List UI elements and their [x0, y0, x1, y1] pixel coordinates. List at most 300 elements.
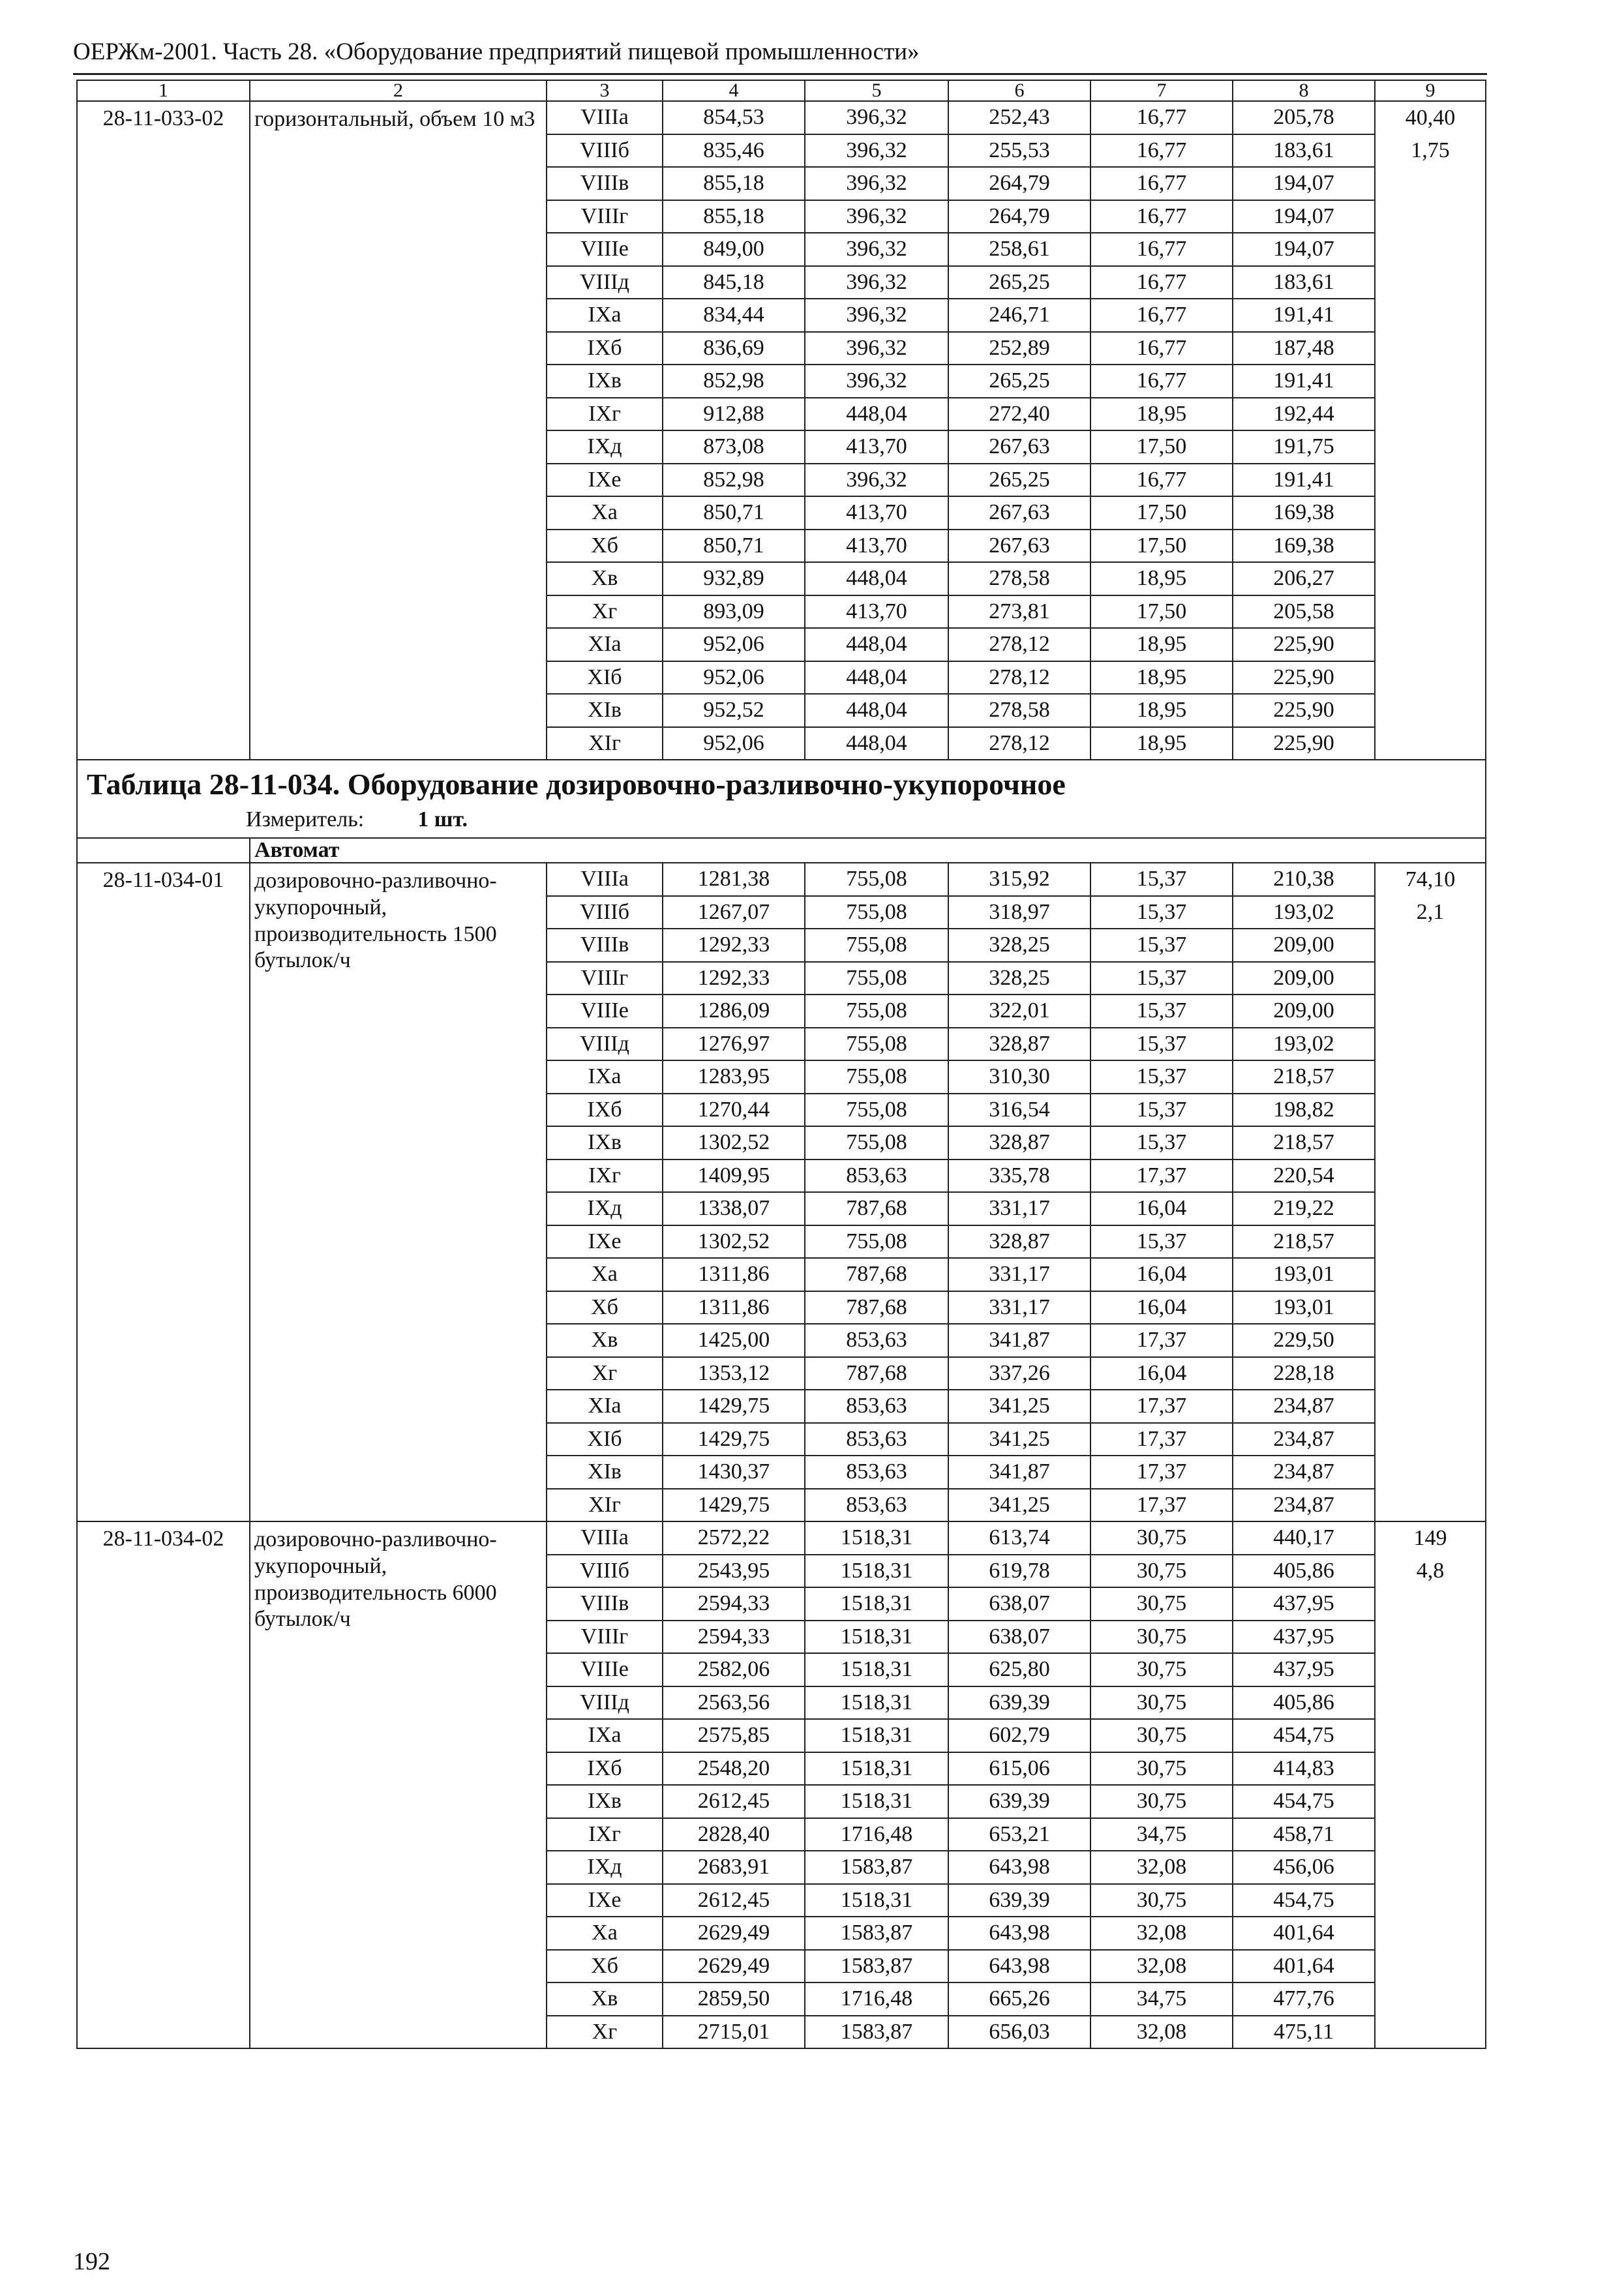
- value-cell: 456,06: [1233, 1851, 1375, 1884]
- value-cell: 278,12: [948, 727, 1090, 760]
- rate-code: 28-11-034-02: [77, 1521, 250, 2048]
- value-cell: 396,32: [805, 464, 948, 497]
- zone-cell: IXе: [547, 1225, 663, 1259]
- value-cell: 191,41: [1233, 365, 1375, 398]
- value-cell: 209,00: [1233, 929, 1375, 962]
- value-cell: 318,97: [948, 896, 1090, 929]
- zone-cell: VIIIа: [547, 863, 663, 896]
- value-cell: 952,52: [663, 694, 805, 727]
- value-cell: 396,32: [805, 200, 948, 233]
- value-cell: 855,18: [663, 167, 805, 200]
- value-cell: 30,75: [1090, 1521, 1233, 1555]
- value-cell: 1518,31: [805, 1785, 948, 1818]
- value-cell: 932,89: [663, 562, 805, 595]
- value-cell: 619,78: [948, 1555, 1090, 1588]
- value-cell: 18,95: [1090, 694, 1233, 727]
- value-cell: 15,37: [1090, 962, 1233, 995]
- value-cell: 2594,33: [663, 1587, 805, 1621]
- value-cell: 16,04: [1090, 1192, 1233, 1225]
- value-cell: 16,77: [1090, 365, 1233, 398]
- value-cell: 2582,06: [663, 1653, 805, 1686]
- value-cell: 18,95: [1090, 628, 1233, 661]
- value-cell: 194,07: [1233, 233, 1375, 266]
- value-cell: 1292,33: [663, 929, 805, 962]
- value-cell: 448,04: [805, 694, 948, 727]
- value-cell: 1270,44: [663, 1094, 805, 1127]
- table-title: Таблица 28-11-034. Оборудование дозировочно-разливочно-укупорочное: [87, 768, 1066, 801]
- value-cell: 234,87: [1233, 1390, 1375, 1423]
- zone-cell: Xа: [547, 496, 663, 530]
- zone-cell: Xб: [547, 530, 663, 563]
- zone-cell: VIIIд: [547, 266, 663, 299]
- value-cell: 210,38: [1233, 863, 1375, 896]
- group-row: [77, 838, 1486, 863]
- value-cell: 183,61: [1233, 266, 1375, 299]
- value-cell: 1276,97: [663, 1028, 805, 1061]
- value-cell: 755,08: [805, 1094, 948, 1127]
- value-cell: 17,37: [1090, 1489, 1233, 1522]
- value-cell: 1425,00: [663, 1324, 805, 1357]
- value-cell: 16,77: [1090, 101, 1233, 134]
- value-cell: 845,18: [663, 266, 805, 299]
- value-cell: 643,98: [948, 1917, 1090, 1950]
- value-cell: 265,25: [948, 266, 1090, 299]
- value-cell: 602,79: [948, 1719, 1090, 1752]
- value-cell: 2683,91: [663, 1851, 805, 1884]
- value-cell: 191,41: [1233, 299, 1375, 332]
- zone-cell: XIб: [547, 661, 663, 695]
- value-cell: 1429,75: [663, 1489, 805, 1522]
- value-cell: 1518,31: [805, 1521, 948, 1555]
- value-cell: 625,80: [948, 1653, 1090, 1686]
- value-cell: 850,71: [663, 530, 805, 563]
- table-title-cell: [77, 760, 1486, 838]
- value-cell: 1518,31: [805, 1555, 948, 1588]
- value-cell: 15,37: [1090, 1225, 1233, 1259]
- value-cell: 337,26: [948, 1357, 1090, 1390]
- value-cell: 30,75: [1090, 1621, 1233, 1654]
- value-cell: 1583,87: [805, 1851, 948, 1884]
- value-cell: 18,95: [1090, 727, 1233, 760]
- value-cell: 16,77: [1090, 167, 1233, 200]
- zone-cell: IXа: [547, 1719, 663, 1752]
- zone-cell: XIг: [547, 727, 663, 760]
- value-cell: 437,95: [1233, 1653, 1375, 1686]
- value-cell: 952,06: [663, 661, 805, 695]
- column-number: 2: [250, 80, 547, 101]
- zone-cell: XIа: [547, 628, 663, 661]
- zone-cell: IXв: [547, 1126, 663, 1159]
- value-cell: 206,27: [1233, 562, 1375, 595]
- value-cell: 341,25: [948, 1489, 1090, 1522]
- value-cell: 454,75: [1233, 1719, 1375, 1752]
- measure-value: 1 шт.: [417, 807, 468, 831]
- value-cell: 328,25: [948, 962, 1090, 995]
- table-row: [77, 101, 1486, 134]
- value-cell: 477,76: [1233, 1982, 1375, 2016]
- value-cell: 187,48: [1233, 332, 1375, 365]
- value-cell: 396,32: [805, 233, 948, 266]
- value-cell: 16,04: [1090, 1357, 1233, 1390]
- value-cell: 341,25: [948, 1390, 1090, 1423]
- value-cell: 755,08: [805, 896, 948, 929]
- value-cell: 194,07: [1233, 167, 1375, 200]
- value-cell: 853,63: [805, 1423, 948, 1456]
- extra-value: 4,8: [1416, 1559, 1445, 1583]
- value-cell: 448,04: [805, 727, 948, 760]
- value-cell: 17,37: [1090, 1159, 1233, 1193]
- value-cell: 328,87: [948, 1225, 1090, 1259]
- table-row: [77, 863, 1486, 896]
- value-cell: 335,78: [948, 1159, 1090, 1193]
- value-cell: 1338,07: [663, 1192, 805, 1225]
- value-cell: 16,04: [1090, 1291, 1233, 1324]
- zone-cell: XIб: [547, 1423, 663, 1456]
- value-cell: 853,63: [805, 1159, 948, 1193]
- value-cell: 396,32: [805, 332, 948, 365]
- value-cell: 1311,86: [663, 1258, 805, 1291]
- value-cell: 234,87: [1233, 1489, 1375, 1522]
- value-cell: 755,08: [805, 1028, 948, 1061]
- value-cell: 169,38: [1233, 530, 1375, 563]
- value-cell: 16,77: [1090, 464, 1233, 497]
- value-cell: 413,70: [805, 530, 948, 563]
- value-cell: 401,64: [1233, 1950, 1375, 1983]
- value-cell: 755,08: [805, 1225, 948, 1259]
- value-cell: 32,08: [1090, 1950, 1233, 1983]
- value-cell: 198,82: [1233, 1094, 1375, 1127]
- zone-cell: XIг: [547, 1489, 663, 1522]
- value-cell: 952,06: [663, 628, 805, 661]
- value-cell: 2859,50: [663, 1982, 805, 2016]
- value-cell: 1716,48: [805, 1818, 948, 1851]
- value-cell: 30,75: [1090, 1653, 1233, 1686]
- value-cell: 413,70: [805, 595, 948, 629]
- value-cell: 234,87: [1233, 1423, 1375, 1456]
- value-cell: 278,58: [948, 694, 1090, 727]
- value-cell: 193,01: [1233, 1258, 1375, 1291]
- value-cell: 278,58: [948, 562, 1090, 595]
- value-cell: 191,41: [1233, 464, 1375, 497]
- value-cell: 454,75: [1233, 1785, 1375, 1818]
- value-cell: 852,98: [663, 464, 805, 497]
- value-cell: 16,77: [1090, 299, 1233, 332]
- value-cell: 834,44: [663, 299, 805, 332]
- value-cell: 15,37: [1090, 896, 1233, 929]
- value-cell: 475,11: [1233, 2016, 1375, 2049]
- value-cell: 755,08: [805, 929, 948, 962]
- value-cell: 328,87: [948, 1028, 1090, 1061]
- column-number: 3: [547, 80, 663, 101]
- zone-cell: VIIIб: [547, 896, 663, 929]
- value-cell: 454,75: [1233, 1884, 1375, 1917]
- value-cell: 2629,49: [663, 1950, 805, 1983]
- value-cell: 264,79: [948, 167, 1090, 200]
- zone-cell: IXг: [547, 398, 663, 431]
- value-cell: 218,57: [1233, 1126, 1375, 1159]
- value-cell: 16,77: [1090, 134, 1233, 168]
- value-cell: 405,86: [1233, 1555, 1375, 1588]
- extra-value: 1,75: [1411, 138, 1450, 162]
- value-cell: 341,25: [948, 1423, 1090, 1456]
- measure-label: Измеритель:: [246, 807, 365, 831]
- value-cell: 193,02: [1233, 896, 1375, 929]
- column-number-row: [77, 80, 1486, 101]
- value-cell: 437,95: [1233, 1621, 1375, 1654]
- value-cell: 1409,95: [663, 1159, 805, 1193]
- zone-cell: VIIIа: [547, 1521, 663, 1555]
- value-cell: 32,08: [1090, 2016, 1233, 2049]
- value-cell: 272,40: [948, 398, 1090, 431]
- zone-cell: IXд: [547, 1851, 663, 1884]
- value-cell: 396,32: [805, 299, 948, 332]
- zone-cell: Xг: [547, 1357, 663, 1390]
- zone-cell: VIIIг: [547, 200, 663, 233]
- value-cell: 15,37: [1090, 1126, 1233, 1159]
- value-cell: 267,63: [948, 530, 1090, 563]
- zone-cell: IXг: [547, 1159, 663, 1193]
- value-cell: 229,50: [1233, 1324, 1375, 1357]
- value-cell: 755,08: [805, 863, 948, 896]
- value-cell: 1302,52: [663, 1126, 805, 1159]
- value-cell: 448,04: [805, 398, 948, 431]
- column-number: 7: [1090, 80, 1233, 101]
- value-cell: 17,37: [1090, 1456, 1233, 1489]
- value-cell: 316,54: [948, 1094, 1090, 1127]
- value-cell: 16,77: [1090, 200, 1233, 233]
- table-row: [77, 1521, 1486, 1555]
- zone-cell: Xв: [547, 1982, 663, 2016]
- value-cell: 331,17: [948, 1258, 1090, 1291]
- value-cell: 264,79: [948, 200, 1090, 233]
- value-cell: 852,98: [663, 365, 805, 398]
- value-cell: 18,95: [1090, 661, 1233, 695]
- value-cell: 855,18: [663, 200, 805, 233]
- zone-cell: IXд: [547, 1192, 663, 1225]
- zone-cell: IXб: [547, 332, 663, 365]
- value-cell: 2548,20: [663, 1752, 805, 1786]
- zone-cell: VIIIе: [547, 995, 663, 1028]
- value-cell: 15,37: [1090, 1060, 1233, 1094]
- group-label: Автомат: [250, 838, 1486, 863]
- value-cell: 1429,75: [663, 1423, 805, 1456]
- value-cell: 1583,87: [805, 1950, 948, 1983]
- zone-cell: IXд: [547, 430, 663, 464]
- value-cell: 413,70: [805, 496, 948, 530]
- value-cell: 613,74: [948, 1521, 1090, 1555]
- page-number: 192: [73, 2248, 110, 2275]
- value-cell: 1518,31: [805, 1621, 948, 1654]
- zone-cell: IXа: [547, 1060, 663, 1094]
- value-cell: 1292,33: [663, 962, 805, 995]
- zone-cell: Xа: [547, 1917, 663, 1950]
- value-cell: 787,68: [805, 1258, 948, 1291]
- zone-cell: IXб: [547, 1094, 663, 1127]
- value-cell: 396,32: [805, 167, 948, 200]
- value-cell: 30,75: [1090, 1555, 1233, 1588]
- zone-cell: VIIIе: [547, 1653, 663, 1686]
- value-cell: 15,37: [1090, 1028, 1233, 1061]
- value-cell: 2575,85: [663, 1719, 805, 1752]
- value-cell: 755,08: [805, 995, 948, 1028]
- zone-cell: VIIIв: [547, 1587, 663, 1621]
- value-cell: 30,75: [1090, 1752, 1233, 1786]
- zone-cell: VIIIв: [547, 167, 663, 200]
- value-cell: 2828,40: [663, 1818, 805, 1851]
- value-cell: 850,71: [663, 496, 805, 530]
- value-cell: 331,17: [948, 1192, 1090, 1225]
- zone-cell: IXб: [547, 1752, 663, 1786]
- column-number: 9: [1375, 80, 1486, 101]
- extra-values: [1375, 101, 1486, 760]
- value-cell: 413,70: [805, 430, 948, 464]
- value-cell: 218,57: [1233, 1225, 1375, 1259]
- value-cell: 414,83: [1233, 1752, 1375, 1786]
- zone-cell: IXе: [547, 464, 663, 497]
- value-cell: 16,04: [1090, 1258, 1233, 1291]
- zone-cell: Xг: [547, 595, 663, 629]
- value-cell: 853,63: [805, 1390, 948, 1423]
- value-cell: 643,98: [948, 1851, 1090, 1884]
- zone-cell: IXг: [547, 1818, 663, 1851]
- extra-value: 74,10: [1405, 867, 1456, 891]
- value-cell: 396,32: [805, 266, 948, 299]
- value-cell: 193,01: [1233, 1291, 1375, 1324]
- extra-values: [1375, 1521, 1486, 2048]
- zone-cell: Xв: [547, 562, 663, 595]
- value-cell: 265,25: [948, 464, 1090, 497]
- zone-cell: XIа: [547, 1390, 663, 1423]
- zone-cell: VIIIг: [547, 1621, 663, 1654]
- value-cell: 2612,45: [663, 1884, 805, 1917]
- value-cell: 448,04: [805, 628, 948, 661]
- value-cell: 1518,31: [805, 1719, 948, 1752]
- zone-cell: Xв: [547, 1324, 663, 1357]
- zone-cell: Xб: [547, 1291, 663, 1324]
- value-cell: 401,64: [1233, 1917, 1375, 1950]
- value-cell: 228,18: [1233, 1357, 1375, 1390]
- zone-cell: VIIIе: [547, 233, 663, 266]
- value-cell: 2563,56: [663, 1686, 805, 1720]
- zone-cell: VIIIб: [547, 1555, 663, 1588]
- value-cell: 273,81: [948, 595, 1090, 629]
- value-cell: 952,06: [663, 727, 805, 760]
- rate-description: дозировочно-разливочно-укупорочный, производительность 1500 бутылок/ч: [250, 863, 547, 1521]
- value-cell: 1518,31: [805, 1884, 948, 1917]
- value-cell: 1311,86: [663, 1291, 805, 1324]
- value-cell: 18,95: [1090, 398, 1233, 431]
- value-cell: 405,86: [1233, 1686, 1375, 1720]
- value-cell: 341,87: [948, 1456, 1090, 1489]
- table-title-row: [77, 760, 1486, 838]
- value-cell: 30,75: [1090, 1686, 1233, 1720]
- rate-code: 28-11-033-02: [77, 101, 250, 760]
- value-cell: 252,43: [948, 101, 1090, 134]
- value-cell: 638,07: [948, 1621, 1090, 1654]
- value-cell: 34,75: [1090, 1818, 1233, 1851]
- value-cell: 665,26: [948, 1982, 1090, 2016]
- value-cell: 448,04: [805, 562, 948, 595]
- value-cell: 225,90: [1233, 661, 1375, 695]
- value-cell: 205,58: [1233, 595, 1375, 629]
- measure-line: [246, 809, 1485, 831]
- value-cell: 30,75: [1090, 1884, 1233, 1917]
- value-cell: 448,04: [805, 661, 948, 695]
- value-cell: 225,90: [1233, 727, 1375, 760]
- value-cell: 328,87: [948, 1126, 1090, 1159]
- value-cell: 267,63: [948, 430, 1090, 464]
- value-cell: 437,95: [1233, 1587, 1375, 1621]
- value-cell: 2629,49: [663, 1917, 805, 1950]
- value-cell: 17,50: [1090, 595, 1233, 629]
- zone-cell: IXв: [547, 1785, 663, 1818]
- value-cell: 1518,31: [805, 1752, 948, 1786]
- value-cell: 17,50: [1090, 430, 1233, 464]
- value-cell: 315,92: [948, 863, 1090, 896]
- value-cell: 17,37: [1090, 1390, 1233, 1423]
- value-cell: 30,75: [1090, 1719, 1233, 1752]
- value-cell: 17,50: [1090, 530, 1233, 563]
- value-cell: 16,77: [1090, 233, 1233, 266]
- zone-cell: VIIIа: [547, 101, 663, 134]
- value-cell: 16,77: [1090, 332, 1233, 365]
- value-cell: 1429,75: [663, 1390, 805, 1423]
- value-cell: 2612,45: [663, 1785, 805, 1818]
- value-cell: 331,17: [948, 1291, 1090, 1324]
- value-cell: 192,44: [1233, 398, 1375, 431]
- value-cell: 34,75: [1090, 1982, 1233, 2016]
- value-cell: 836,69: [663, 332, 805, 365]
- value-cell: 1518,31: [805, 1686, 948, 1720]
- value-cell: 252,89: [948, 332, 1090, 365]
- value-cell: 1353,12: [663, 1357, 805, 1390]
- zone-cell: Xа: [547, 1258, 663, 1291]
- value-cell: 643,98: [948, 1950, 1090, 1983]
- value-cell: 234,87: [1233, 1456, 1375, 1489]
- value-cell: 193,02: [1233, 1028, 1375, 1061]
- value-cell: 322,01: [948, 995, 1090, 1028]
- rate-description: дозировочно-разливочно-укупорочный, производительность 6000 бутылок/ч: [250, 1521, 547, 2048]
- zone-cell: Xг: [547, 2016, 663, 2049]
- value-cell: 893,09: [663, 595, 805, 629]
- value-cell: 32,08: [1090, 1851, 1233, 1884]
- value-cell: 16,77: [1090, 266, 1233, 299]
- value-cell: 787,68: [805, 1291, 948, 1324]
- column-number: 4: [663, 80, 805, 101]
- value-cell: 267,63: [948, 496, 1090, 530]
- extra-value: 40,40: [1405, 106, 1456, 130]
- value-cell: 255,53: [948, 134, 1090, 168]
- value-cell: 218,57: [1233, 1060, 1375, 1094]
- value-cell: 1518,31: [805, 1587, 948, 1621]
- zone-cell: XIв: [547, 694, 663, 727]
- rate-code: 28-11-034-01: [77, 863, 250, 1521]
- running-header: ОЕРЖм-2001. Часть 28. «Оборудование предприятий пищевой промышленности»: [73, 38, 920, 65]
- value-cell: 1583,87: [805, 1917, 948, 1950]
- value-cell: 396,32: [805, 365, 948, 398]
- value-cell: 656,03: [948, 2016, 1090, 2049]
- value-cell: 912,88: [663, 398, 805, 431]
- value-cell: 209,00: [1233, 962, 1375, 995]
- rate-description: горизонтальный, объем 10 м3: [250, 101, 547, 760]
- value-cell: 194,07: [1233, 200, 1375, 233]
- value-cell: 458,71: [1233, 1818, 1375, 1851]
- value-cell: 755,08: [805, 1126, 948, 1159]
- value-cell: 17,37: [1090, 1423, 1233, 1456]
- column-number: 1: [77, 80, 250, 101]
- value-cell: 219,22: [1233, 1192, 1375, 1225]
- value-cell: 328,25: [948, 929, 1090, 962]
